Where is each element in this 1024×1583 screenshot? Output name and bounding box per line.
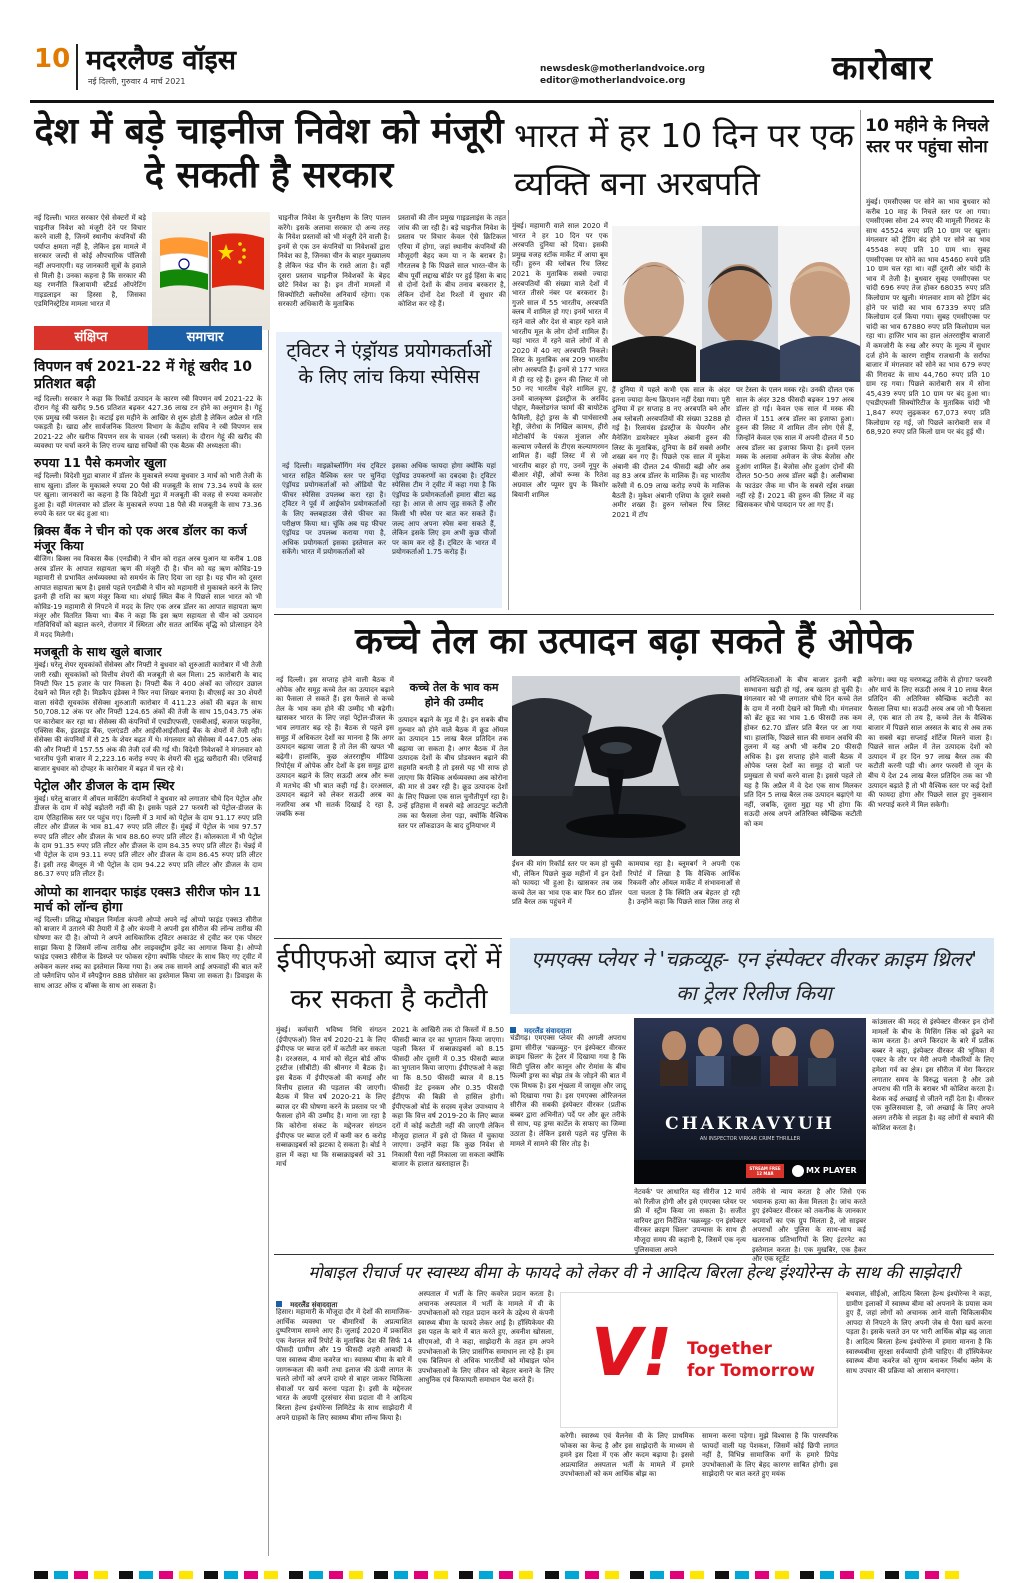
briefs-column <box>34 356 262 1556</box>
brief-text: मुंबई। घरेलू बाजार में ऑयल मार्केटिंग कंपनियों ने बुधवार को लगातार चौथे दिन पेट्रोल और डीजल के दाम में कोई बढ़ोतरी नहीं की है। इसके पहले 27 फरवरी को पेट्रोल-डीजल के दाम ऐतिहासिक स्तर पर पहुंच गए। दिल्ली में 3 मार्च को पेट्रोल के दाम 91.17 रुपए प्रति लीटर और डीजल के भाव 81.47 रुपए प्रति लीटर हैं। मुंबई में पेट्रोल के भाव 97.57 रुपए प्रति लीटर और डीजल के भाव 88.60 रुपए प्रति लीटर हैं। कोलकाता में भी पेट्रोल के दाम 91.35 रुपए प्रति लीटर और डीजल के दाम 84.35 रुपए प्रति लीटर हैं। चेन्नई में भी पेट्रोल के दाम 93.11 रुपए प्रति लीटर और डीजल के दाम 86.45 रुपए प्रति लीटर हैं। इसी तरह बेंगलूरु में भी पेट्रोल के दाम 94.22 रुपए प्रति लीटर और डीजल के दाम 86.37 रुपए प्रति लीटर हैं। <box>34 795 262 879</box>
brief-text: नई दिल्ली। प्रसिद्ध मोबाइल निर्माता कंपनी ओप्पो अपने नई ओप्पो फाइंड एक्स3 सीरीज को बाजार में उतारने की तैयारी में है और कंपनी ने अपनी इस सीरीज की लॉन्च तारीख की घोषणा कर दी है। ओप्पो ने अपने आधिकारिक ट्विटर अकाउंट से ट्वीट कर एक पोस्टर साझा किया है जिसमें लॉन्च तारीख और लाइवस्ट्रीम इवेंट का आगाज किया है। ओप्पो फाइंड एक्स3 सीरीज के डिस्प्ले पर फोकस रहेगा क्योंकि पोस्टर के साथ किए गए ट्वीट में अवेकन कलर शब्द का इस्तेमाल किया गया है। अब तक सामने आई अफवाहों की बात करें तो फ्लैगशिप फोन में स्नैपड्रैगन 888 प्रोसेसर का इस्तेमाल किया जा सकता है। डिवाइस के साथ आउट ऑफ द बॉक्स के साथ आ सकता है। <box>34 915 262 990</box>
poster-brand: MX PLAYER <box>806 1166 857 1175</box>
section-title: कारोबार <box>832 48 933 87</box>
brief-text: मुंबई। घरेलू शेयर सूचकांकों सेंसेक्स और निफ्टी ने बुधवार को शुरुआती कारोबार में भी तेजी जारी रखी। सूचकांकों को वित्तीय शेयरों की मजबूती से बल मिला। 25 कारोबारी के बाद निफ्टी फिर 15 हजार के पार निकला है। निफ्टी बैंक ने 400 अंकों का जोरदार उछाल देखने को मिल रही है। मिडकैप इंडेक्स ने फिर नया शिखर बनाया है। बीएसई का 30 शेयरों वाला संवेदी सूचकांक सेंसेक्स शुरुआती कारोबार में 411.23 अंकों की बढ़त के साथ 50,708.12 अंक पर और निफ्टी 124.65 अंकों की तेजी के साथ 15,043.75 अंक पर कारोबार कर रहा था। सेंसेक्स की कंपनियों में एचडीएफसी, एसबीआई, बजाज फाइनेंस, एक्सिस बैंक, इंडसइंड बैंक, एलएंडटी और आईसीआईसीआई बैंक के शेयरों में तेजी रही। सेंसेक्स की कंपनियों में से 25 के शेयर बढ़त में थे। मंगलवार को सेंसेक्स में 447.05 अंक की और निफ्टी में 157.55 अंक की तेजी दर्ज की गई थी। विदेशी निवेशकों ने मंगलवार को भारतीय पूंजी बाजार में 2,223.16 करोड़ रुपए के शेयरों की शुद्ध खरीदारी की। एशियाई बाजार बुधवार को दोपहर के कारोबार में बढ़त में चल रहे थे। <box>34 661 262 773</box>
byline-marker-icon <box>510 1027 516 1033</box>
billionaires-photo <box>612 226 860 382</box>
epfo-headline: ईपीएफओ ब्याज दरों में कर सकता है कटौती <box>276 944 502 1015</box>
twitter-col1: नई दिल्ली। माइक्रोब्लॉगिंग मंच ट्विटर भारत सहित वैश्विक स्तर पर चुनिंदा एंड्रॉयड प्रयोगकर्ताओं को ऑडियो चैट फीचर स्पेसिस उपलब्ध करा रहा है। ट्विटर ने पूर्व में आईफोन प्रयोगकर्ताओं के लिए क्लबहाउस जैसे फीचर का परीक्षण किया था। चूंकि अब यह फीचर एंड्रॉयड पर उपलब्ध कराया गया है, अधिक प्रयोगकर्ता इसका इस्तेमाल कर सकेंगे। भारत में प्रयोगकर्ताओं को <box>282 462 386 557</box>
twitter-story-box <box>276 332 502 608</box>
brief-text: नई दिल्ली। सरकार ने कहा कि रिकॉर्ड उत्पादन के कारण रबी विपणन वर्ष 2021-22 के दौरान गेहूं की खरीद 9.56 प्रतिशत बढ़कर 427.36 लाख टन होने का अनुमान है। गेहूं एक प्रमुख रबी फसल है। कटाई इस महीने के आखिर से शुरू होती है लेकिन अप्रैल से गति पकड़ती है। खाद्य और सार्वजनिक वितरण विभाग के केंद्रीय सचिव ने रबी विपणन सत्र 2021-22 और खरीफ विपणन सत्र के चावल (रबी फसल) के दौरान गेहूं की खरीद की व्यवस्था पर चर्चा करने के लिए राज्य खाद्य सचिवों की एक बैठक की अध्यक्षता की। <box>34 395 262 451</box>
mx-col4: कांउसलर की मदद से इंस्पेक्टर वीरकर इन दोनों मामलों के बीच के मिसिंग लिंक को ढूंढने का काम करता है। अपने किरदार के बारे में प्रतीक बब्बर ने कहा, इंस्पेक्टर वीरकर की भूमिका में एक्टर के तौर पर मेरी अपनी नौकरियों के लिए हमेशा गर्व का क्षेत्र। इस सीरीज में मेरा किरदार लगातार समय के विरुद्ध चलता है और उसे अपराध की गति के बराबर भी कोशिश करता है। बेशक कई अच्छाई से जीतने नहीं देता है। वीरकर एक कुलिसवाला है, जो अच्छाई के लिए अपने अलग तरीके से लड़ता है। वह लोगों से बचाने की कोशिश करता है। <box>872 1018 994 1132</box>
masthead <box>0 0 1024 110</box>
contact-email-editor[interactable]: editor@motherlandvoice.org <box>540 76 686 86</box>
vi-headline: मोबाइल रीचार्ज पर स्वास्थ्य बीमा के फायदे को लेकर वी ने आदित्य बिरला हेल्थ इंश्योरेन्स के साथ की साझेदारी <box>308 1263 960 1282</box>
briefs-label-b: समाचार <box>148 326 262 350</box>
opec-col5: अनिश्चितताओं के बीच बाजार इतनी बड़ी सम्भावना खड़ी हो गई, अब खतम हो चुकी है। मंगलवार को भी लगातार चौथे दिन कच्चे तेल के दाम में नरमी देखने को मिली थी। मंगलवार को ब्रेंट क्रूड का भाव 1.6 फीसदी तक कम होकर 62.70 डॉलर प्रति बैरल पर आ गया था। हालांकि, पिछले साल की समान अवधि की तुलना में यह अभी भी करीब 20 फीसदी अधिक है। इस सप्ताह होने वाली बैठक में ओपेक प्लस देशों का समूह दो बातों पर प्रमुखता से चर्चा करने वाला है। इससे पहले तो यह है कि अप्रैल में वे देश एक साथ मिलकर प्रति दिन 5 लाख बैरल तक उत्पादन बढ़ाएंगे या नहीं, जबकि, दूसरा मुद्दा यह भी होगा कि सऊदी अरब अपने अतिरिक्त स्वैच्छिक कटौती को कम <box>744 676 862 828</box>
vi-byline <box>276 1292 416 1309</box>
vi-col3: करेगी। स्वास्थ्य एवं वैलनेस वी के लिए प्राथमिक फोकस का केन्द्र है और इस साझेदारी के माध्यम से हमने इस दिशा में एक और कदम बढ़ाया है। इससे अप्रत्याशित अस्पताल भर्ती के मामले में हमारे उपभोक्ताओं को कम आर्थिक बोझ का <box>560 1432 694 1479</box>
vi-col4: सामना करना पड़ेगा। मुझे विश्वास है कि पारस्परिक फायदों वाली यह पेशकश, जिसमें कोई छिपी लागत नहीं है, विभिन्न सामाजिक वर्गों के हमारे प्रिपेड उपभोक्ताओं के लिए बेहद कारगर साबित होगी। इस साझेदारी पर बात करते हुए मयंक <box>702 1432 838 1479</box>
brief-heading: विपणन वर्ष 2021-22 में गेहूं खरीद 10 प्रतिशत बढ़ी <box>34 359 253 392</box>
vi-col5: बथवाल, सीईओ, आदित्य बिरला हेल्थ इंश्योरेन्स ने कहा, ग्रामीण इलाकों में स्वास्थ्य बीमा को अपनाने के प्रयास कम हुए हैं, जहां लोगों को अचानक आने वाली चिकित्सकीय आपदा से निपटने के लिए अपनी जेब से पैसा खर्च करना पड़ता है। इसके चलते उन पर भारी आर्थिक बोझ बढ़ जाता है। आदित्य बिरला हेल्थ इंश्योरेन्स में हमारा मानना है कि स्वास्थ्यबीमा सुरक्षा सर्वव्यापी होनी चाहिए। वी हॉस्पिकेयर स्वास्थ्य बीमा कवरेज को सुगम बनाकर निर्बाध क्लेम के साथ उपचार की प्रक्रिया को आसान बनाएगा। <box>846 1290 992 1375</box>
epfo-col2: 2021 के आखिरी तक दो किस्तों में 8.50 फीसदी ब्याज दर का भुगतान किया जाएगा। पहली किस्त में सब्सक्राइबर्स को 8.15 फीसदी और दूसरी में 0.35 फीसदी ब्याज का भुगतान किया जाएगा। ईपीएफओ ने कहा था कि 8.50 फीसदी ब्याज में 8.15 फीसदी डेट इनकम और 0.35 फीसदी ईटीएफ की बिक्री से हासिल होगी। ईपीएफओ बोर्ड के सदस्य वृजेश उपाध्याय ने कहा कि वित्त वर्ष 2019-20 के लिए ब्याज दरों में कोई कटौती नहीं की जाएगी लेकिन मौजूदा हालात में इसे दो किस्त में चुकाया जाएगा। उन्होंने कहा कि कुछ निवेश से निकासी पैसा नहीं निकाला जा सकता क्योंकि बाजार के हालात खस्ताहाल हैं। <box>392 1026 504 1169</box>
byline-marker-icon <box>276 1301 282 1307</box>
billionaire-col1: मुंबई। महामारी वाले साल 2020 में भारत ने हर 10 दिन पर एक अरबपति दुनिया को दिया। इसकी प्रमुख वजह स्टॉक मार्केट में आया बूम रही। हुरुन की ग्लोबल रिच लिस्ट 2021 के मुताबिक सबसे ज्यादा अरबपतियों की संख्या वाले देशों में भारत तीसरे नंबर पर बरकरार है। गुजरे साल में 55 भारतीय, अरबपति क्लब में शामिल हो गए। इनमें भारत में रहने वाले और देश से बाहर रहने वाले भारतीय मूल के लोग दोनों शामिल हैं। यहां भारत में रहने वाले लोगों में से 2020 में 40 नए अरबपति निकले। लिस्ट के मुताबिक अब 209 भारतीय लोग अरबपति हैं। इनमें से 177 भारत में ही रह रहे हैं। हुरुन की लिस्ट में जो 50 नए भारतीय चेहरे शामिल हुए, उनमें बालकृष्ण इंडस्ट्रीज के अरविंद पोद्दार, मैक्लोडगंज फार्मा की बायोटेक फैमिली, हेट्रो ड्रग्स के बी पार्थसारथी रेड्डी, जेरोधा के निखिल कामथ, हीरो मोटोकॉर्प के पंकज मुंजाल और कल्याण ज्वैलर्स के टीएस कल्याणरमन शामिल हैं। वहीं लिस्ट में से जो भारतीय बाहर हो गए, उनमें नूपुर के बीआर शेट्टी, ओयो रूम्स के रितेश अग्रवाल और प्यूमर ग्रुप के किशोर बियानी शामिल <box>512 222 608 499</box>
brief-heading: पेट्रोल और डीजल के दाम स्थिर <box>34 778 175 793</box>
twitter-col2: इसका अधिक फायदा होगा क्योंकि यहां एंड्रॉयड उपकरणों का दबदबा है। ट्विटर स्पेसिस टीम ने ट्वीट में कहा गया है कि एंड्रॉयड के प्रयोगकर्ताओं हमारा बीटा बढ़ रहा है। आज से आप जुड़ सकते हैं और किसी भी स्पेस पर बात कर सकते हैं। जल्द आप अपना स्पेस बना सकते हैं, लेकिन इसके लिए हम अभी कुछ चीजों पर काम कर रहे हैं। ट्विटर के भारत में प्रयोगकर्ताओं 1.75 करोड़ हैं। <box>392 462 496 557</box>
page-number: 10 <box>34 44 71 74</box>
vi-byline-text: मदरलैंड संवाददाता <box>290 1301 338 1309</box>
mx-col1: चंडीगढ़। एमएक्स प्लेयर की अगली अपराध ड्रामा सीरीज़ 'चक्रव्यूह- एन इंस्पेक्टर वीरकर क्राइम थ्रिलर' के ट्रेलर में दिखाया गया है कि सिटी पुलिस और कानून और रोमांस के बीच फिल्मी ड्रग्स का बोझ तंत्र के जोड़ने की बात में एक मिथक है। इस शृंखला में जासूस और जादू को दिखाया गया है। इस एमएक्स ओरिजनल सीरीज की सबकी इंस्पेक्टर वीरकर (प्रतीक बब्बर द्वारा अभिनीत) पर्दे पर और क्रूर तरीके से साथ, यह ड्रग्स कार्टेल के सफाए का जिम्मा उठाता है। लेकिन इससे पहले वह पुलिस के मामले में सामने की सिर तोड़ है। <box>510 1034 626 1148</box>
vi-tagline-2: for Tomorrow <box>687 1361 815 1381</box>
chinese-investment-col2: चाइनीज निवेश के पुनरीक्षण के लिए पालन करेंगे। इसके अलावा सरकार दो अन्य तरह के निवेश प्रस्तावों को भी मंजूरी देने वाली है। इनमें से एक उन कंपनियों या निवेशकों द्वारा निवेश का है, जिनका चीन के बाहर मुख्यालय है लेकिन फंड चीन के रास्ते आता है। वहीं दूसरा प्रस्ताव चाइनीज निवेशकों के बेहद छोटे निवेश का है। इन तीनों मामलों में सिक्योरिटी क्लीयरेंस अनिवार्य रहेगा। एक सरकारी अधिकारी के मुताबिक <box>278 214 391 309</box>
brief-heading: ओप्पो का शानदार फाइंड एक्स3 सीरीज फोन 11 मार्च को लॉन्च होगा <box>34 883 261 914</box>
briefs-label-a: संक्षिप्त <box>34 326 148 350</box>
crude-oil-photo <box>512 676 740 856</box>
billionaire-col3: पर टेस्ला के एलन मस्क रहे। उनकी दौलत एक साल के अंदर 328 फीसदी बढ़कर 197 अरब डॉलर हो गई। केवल एक साल में मस्क की दौलत में 151 अरब डॉलर का इजाफा हुआ। हुरुन की लिस्ट में शामिल तीन लोग ऐसे हैं, जिन्होंने केवल एक साल में अपनी दौलत में 50 अरब डॉलर का इजाफा किया है। इनमें एलन मस्क के अलावा अमेजन के जेफ बेजोस और हुआंग शामिल हैं। बेजोस और हुआंग दोनों की दौलत 50-50 अरब डॉलर बढ़ी है। अलीबाबा के फाउंडर जैक मा चीन के सबसे रईस शख्स नहीं रहे हैं। 2021 की हुरुन की लिस्ट में वह खिसककर चौथे पायदान पर आ गए हैं। <box>736 386 854 510</box>
brief-item <box>34 455 262 519</box>
print-registration-bar <box>34 1564 994 1574</box>
chakravyuh-poster <box>634 1018 866 1184</box>
mx-col2: नेटवर्क' पर आधारित यह सीरीज 12 मार्च को रिलीज होगी और इसे एमएक्स प्लेयर पर फ्री में स्ट्रीम किया जा सकता है। सजीत वारियर द्वारा निर्देशित 'चक्रव्यूह- एन इंस्पेक्टर वीरकर क्राइम थ्रिलर' उपन्यास के साथ ही मौजूदा समय की कहानी है, जिसमें एक नृत्य पुलिसवाला अपने <box>634 1188 746 1254</box>
contact-email-newsdesk[interactable]: newsdesk@motherlandvoice.org <box>540 64 705 74</box>
mx-headline: एमएक्स प्लेयर ने 'चक्रव्यूह- एन इंस्पेक्टर वीरकर क्राइम थ्रिलर' का ट्रेलर रिलीज किया <box>531 947 977 1005</box>
vi-logo-panel <box>560 1292 838 1428</box>
poster-stream-date: STREAM FREE 12 MAR <box>749 1166 781 1176</box>
poster-title: CHAKRAVYUH <box>665 1114 835 1134</box>
vi-logo: V! <box>591 1314 673 1391</box>
chinese-investment-col1: नई दिल्ली। भारत सरकार ऐसे सेक्टरों में बड़े चाइनीज निवेश को मंजूरी देने पर विचार करने वाली है, जिनमें स्थानीय कंपनियों की पर्याप्त क्षमता नहीं है, लेकिन इस मामले में सरकार जल्दी से कोई औपचारिक पॉलिसी नहीं अपनाएगी। यह जानकारी सूत्रों के हवाले से मिली है। उनका कहना है कि सरकार की यह रणनीति त्रिआयामी स्टैंडर्ड ऑपरेटिंग गाइडलाइन का हिस्सा है, जिसका एडमिनिस्ट्रेटिव मामला भारत में <box>34 214 146 309</box>
vi-col2: अस्पताल में भर्ती के लिए कवरेज प्रदान करता है। अचानक अस्पताल में भर्ती के मामले में वी के उपभोक्ताओं को राहत प्रदान करने के उद्देश्य से कंपनी स्वास्थ्य बीमा के फायदे लेकर आई है। हॉस्पिकेयर की इस पहल के बारे में बात करते हुए, अवनीश खोसला, सीएमओ, वी ने कहा, साझेदारी के तहत हम अपने उपभोक्ताओं के लिए प्रासंगिक समाधान ला रहे हैं। हम एक बिलियन से अधिक भारतीयों को मोबाइल फोन उपभोक्ताओं के लिए जीवन को बेहतर बनाने के लिए आधुनिक एवं किफायती समाधान पेश करते हैं। <box>418 1290 554 1385</box>
epfo-col1: मुंबई। कर्मचारी भविष्य निधि संगठन (ईपीएफओ) वित्त वर्ष 2020-21 के लिए ईपीएफ पर ब्याज दरों में कटौती कर सकता है। दरअसल, 4 मार्च को सेंट्रल बोर्ड ऑफ ट्रस्टीज (सीबीटी) की श्रीनगर में बैठक है। इस बैठक में ईपीएफओ की कमाई और वित्तीय हालात की पड़ताल की जाएगी। बैठक में वित्त वर्ष 2020-21 के लिए ब्याज दर की घोषणा करने के प्रस्ताव पर भी फैसला होने की उम्मीद है। माना जा रहा है कि कोरोना संकट के मद्देनजर संगठन ईपीएफ पर ब्याज दरों में कमी कर 6 करोड़ सब्सक्राइबर्स को झटका दे सकता है। बोर्ड ने हाल में कहा था कि सब्सक्राइबर्स को 31 मार्च <box>276 1026 386 1169</box>
briefs-label <box>34 326 262 350</box>
brief-item <box>34 523 262 640</box>
mx-byline-text: मदरलैंड संवाददाता <box>524 1027 572 1035</box>
brief-item <box>34 778 262 880</box>
opec-headline: कच्चे तेल का उत्पादन बढ़ा सकते हैं ओपेक <box>355 621 913 662</box>
brief-item <box>34 884 262 991</box>
opec-col6: करेगा। क्या यह चरणबद्ध तरीके से होगा? फरवरी और मार्च के लिए सऊदी अरब ने 10 लाख बैरल प्रतिदिन की अतिरिक्त स्वैच्छिक कटौती का फैसला लिया था। सऊदी अरब अब जो भी फैसला ले, एक बात तो तय है, कच्चे तेल के वैश्विक बाजार में पिछले साल अस्सत के बाद से अब तक का सबसे बड़ा सप्लाई शॉर्टेज मिलने वाला है। पिछले साल अप्रैल में तेल उत्पादक देशों को उत्पादन में हर दिन 97 लाख बैरल तक की कटौती करनी पड़ी थी। अगर फरवरी से जून के बीच ये देश 24 लाख बैरल प्रतिदिन तक का भी उत्पादन बढ़ाते हैं तो भी वैश्विक स्तर पर कई देशों की फायदा होगा और पिछले साल हुए नुकसान की भरपाई करने में मिल सकेगी। <box>868 676 992 809</box>
opec-col4: कामयाब रहा है। ब्लूमबर्ग ने अपनी एक रिपोर्ट में लिखा है कि वैश्विक आर्थिक रिकवरी और ऑयल मार्केट में संभावनाओं से पता चलता है कि स्थिति अब बेहतर हो रही है। उन्होंने कहा कि पिछले साल जिस तरह से <box>628 860 740 907</box>
brief-heading: ब्रिक्स बैंक ने चीन को एक अरब डॉलर का कर्ज मंजूर किया <box>34 523 247 554</box>
brief-item <box>34 644 262 774</box>
brief-heading: मजबूती के साथ खुले बाजार <box>34 644 162 660</box>
vi-tagline-1: Together <box>687 1339 772 1359</box>
chinese-investment-col3: प्रस्तावों की तीन प्रमुख गाइडलाइंस के तहत जांच की जा रही है। बड़े चाइनीज निवेश के प्रस्ताव पर विचार केवल ऐसे क्रिटिकल एरिया में होगा, जहां स्थानीय कंपनियों की मौजूदगी बेहद कम या न के बराबर है। गौरतलब है कि पिछले साल भारत-चीन के बीच पूर्वी लद्दाख बॉर्डर पर हुई हिंसा के बाद से दोनों देशों के बीच तनाव बरकरार है, लेकिन दोनों देश रिश्तों में सुधार की कोशिश कर रहे हैं। <box>398 214 506 309</box>
paper-name: मदरलैण्ड वॉइस <box>86 45 237 76</box>
billionaire-col2: हैं दुनिया में पहले कभी एक साल के अंदर इतना ज्यादा वेल्थ क्रिएशन नहीं देखा गया। पूरी दुनिया में हर सप्ताह 8 नए अरबपति बने और अब ग्लोबली अरबपतियों की संख्या 3288 हो गई है। रिलायंस इंडस्ट्रीज के चेयरमैन और मैनेजिंग डायरेक्टर मुकेश अंबानी हुरुन की लिस्ट के मुताबिक, दुनिया के 8वें सबसे अमीर शख्स बन गए हैं। पिछले एक साल में मुकेश अंबानी की दौलत 24 फीसदी बढ़ी और अब वह 83 अरब डॉलर के मालिक हैं। वह भारतीय करेंसी में 6.09 लाख करोड़ रुपये के मालिक बैठती है। मुकेश अंबानी एशिया के दूसरे सबसे अमीर शख्स हैं। हुरुन ग्लोबल रिच लिस्ट 2021 में टॉप <box>612 386 730 519</box>
opec-col1: नई दिल्ली। इस सप्ताह होने वाली बैठक में ओपेक और समूह कच्चे तेल का उत्पादन बढ़ाने का फैसला ले सकते हैं। इस फैसले से कच्चे तेल के भाव कम होने की उम्मीद भी बढ़ेगी। खासकर भारत के लिए जहां पेट्रोल-डीजल के भाव लगातार बढ़ रहे हैं। बैठक से पहले इस समूह में अधिकतर देशों का मानना है कि अगर उत्पादन बढ़ाया जाता है तो तेल की खपत भी बढ़ेगी। हालांकि, कुछ अंतरराष्ट्रीय मीडिया रिपोर्ट्स में ओपेक और देशों के इस समूह द्वारा उत्पादन बढ़ाने के लिए सऊदी अरब और रूस में मतभेद की भी बात कही गई है। दरअसल, उत्पादन बढ़ाने को लेकर सऊदी अरब का नजरिया अब भी सतर्क दिखाई दे रहा है, जबकि रूस <box>276 676 394 819</box>
brief-text: बीजिंग। ब्रिक्स नव विकास बैंक (एनडीबी) ने चीन को राहत अरब युआन या करीब 1.08 अरब डॉलर के आपात सहायता ऋण की मंजूरी दी है। चीन को यह ऋण कोविड-19 महामारी से प्रभावित अर्थव्यवस्था को समर्थन के लिए दिया जा रहा है। यह चीन को दूसरा आपात सहायता ऋण है। इससे पहले एनडीबी ने चीन को महामारी से मुकाबले करने के लिए इतनी ही राशि का ऋण मंजूर किया था। शंघाई स्थित बैंक ने पिछले साल भारत को भी कोविड-19 महामारी से निपटने में मदद के लिए एक अरब डॉलर का आपात सहायता ऋण मंजूर और वितरित किया था। बैंक ने कहा कि इस ऋण सहायता से चीन को उत्पादन गतिविधियों को बहाल करने, रोजगार में स्थिरता और सतत आर्थिक वृद्धि को प्रोत्साहन देने में मदद मिलेगी। <box>34 555 262 639</box>
brief-text: नई दिल्ली। विदेशी मुद्रा बाजार में डॉलर के मुकाबले रुपया बुधवार 3 मार्च को भारी तेजी के साथ खुला। डॉलर के मुकाबले रुपया 20 पैसे की मजबूती के साथ 73.34 रुपये के स्तर पर खुला। जानकारों का कहना है कि विदेशी मुद्रा में मजबूती की वजह से रुपया कमजोर हुआ है। वहीं मंगलवार को डॉलर के मुकाबले रुपया 18 पैसे की मजबूती के साथ 73.36 रुपये के स्तर पर बंद हुआ था। <box>34 472 262 519</box>
mx-col3: तरीके से न्याय करता है और जिसे एक भयानक हत्या का केस मिलता है। जांच करते हुए इंस्पेक्टर वीरकर को तकनीक के जानकार बदमाशों का एक ग्रुप मिलता है, जो साइबर अपराधों और पुलिस के साथ-साथ कई खतरनाक प्रतिभागियों के लिए इंटरनेट का इस्तेमाल करता है। एक मुखबिर, एक हैकर और एक स्टूडेंट <box>752 1188 866 1264</box>
brief-heading: रुपया 11 पैसे कमजोर खुला <box>34 455 167 471</box>
dateline: नई दिल्ली, गुरुवार 4 मार्च 2021 <box>88 77 186 86</box>
billionaire-headline: भारत में हर 10 दिन पर एक व्यक्ति बना अरबपति <box>514 116 854 203</box>
mx-story-box <box>510 938 994 1264</box>
opec-col2: उत्पादन बढ़ाने के मूड में है। इन सबके बीच गुरुवार को होने वाले बैठक में क्रूड ऑयल का उत्पादन 15 लाख बैरल प्रतिदिन तक बढ़ाया जा सकता है। अगर बैठक में तेल उत्पादक देशों के बीच प्रोडक्शन बढ़ाने की सहमति बनती है तो इससे यह भी साफ हो जाएगा कि वैश्विक अर्थव्यवस्था अब कोरोना की मार से उबर रही है। क्रूड उत्पादक देशों के लिए पिछला एक साल चुनौतीपूर्ण रहा है। उन्हें इतिहास में सबसे बड़े आउटपुट कटौती तक का फैसला लेना पड़ा, क्योंकि वैश्विक स्तर पर लॉकडाउन के बाद दुनियाभर में <box>398 716 508 830</box>
mx-byline <box>510 1018 630 1035</box>
gold-headline: 10 महीने के निचले स्तर पर पहुंचा सोना <box>865 116 989 157</box>
opec-subheading: कच्चे तेल के भाव कम होने की उम्मीद <box>409 681 499 709</box>
vi-col1: हिसार। महामारी के मौजूदा दौर में देशों की सामाजिक-आर्थिक व्यवस्था पर बीमारियों के अप्रत्याशित दुष्परिणाम सामने आए हैं। जुलाई 2020 में प्रकाशित एक नेशनल सर्वे रिपोर्ट के मुताबिक देश की सिर्फ 14 फीसदी ग्रामीण और 19 फीसदी शहरी आबादी के पास स्वास्थ्य बीमा कवरेज था। स्वास्थ्य बीमा के बारे में जागरूकता की कमी तथा इलाज की ऊंची लागत के चलते लोगों को अपने दायरे से बाहर जाकर चिकित्सा सेवाओं पर खर्च करना पड़ता है। इसी के मद्देनजर भारत के अग्रणी दूरसंचार सेवा प्रदाता वी ने आदित्य बिरला हेल्थ इंश्योरेन्स लिमिटेड के साथ साझेदारी में अपने ग्राहकों के लिए स्वास्थ्य बीमा लॉन्च किया है। <box>276 1308 412 1422</box>
opec-col3: ईंधन की मांग रिकॉर्ड स्तर पर कम हो चुकी थी, लेकिन पिछले कुछ महीनों में इन देशों को फायदा भी हुआ है। खासकर तब जब कच्चे तेल का भाव एक बार फिर 60 डॉलर प्रति बैरल तक पहुंचने में <box>512 860 622 907</box>
chinese-investment-headline: देश में बड़े चाइनीज निवेश को मंजूरी दे सकती है सरकार <box>34 111 504 196</box>
brief-item <box>34 359 262 451</box>
twitter-headline: ट्विटर ने एंड्रॉयड प्रयोगकर्ताओं के लिए लांच किया स्पेसिस <box>286 340 492 388</box>
poster-subtitle: AN INSPECTOR VIRKAR CRIME THRILLER <box>699 1136 801 1142</box>
india-china-flags-photo <box>152 212 270 330</box>
gold-body: मुंबई। एमसीएक्स पर सोने का भाव बुधवार को करीब 10 माह के निचले स्तर पर आ गया। एमसीएक्स सोना 24 रुपए की मामूली गिरावट के साथ 45524 रुपए प्रति 10 ग्राम पर खुला। मंगलवार को ट्रेडिंग बंद होने पर सोने का भाव 45548 रुपए प्रति 10 ग्राम था। सुबह एमसीएक्स पर सोने का भाव 45460 रुपये प्रति 10 ग्राम चल रहा था। वहीं दूसरी ओर चांदी के भाव में तेजी है। बुधवार सुबह एमसीएक्स पर चांदी 696 रुपए तेज होकर 68035 रुपए प्रति किलोग्राम पर खुली। मंगलवार शाम को ट्रेडिंग बंद होने पर चांदी का भाव 67339 रुपए प्रति किलोग्राम दर्ज किया गया। सुबह एमसीएक्स पर चांदी का भाव 67880 रुपए प्रति किलोग्राम चल रहा था। हाजिर भाव का हाल अंतरराष्ट्रीय बाजारों में कमजोरी के रुख और रुपए के मूल्य में सुधार दर्ज होने के कारण राष्ट्रीय राजधानी के सर्राफा बाजार में मंगलवार को सोने का भाव 679 रुपए की गिरावट के साथ 44,760 रुपए प्रति 10 ग्राम रह गया। पिछले कारोबारी सत्र में सोना 45,439 रुपए प्रति 10 ग्राम पर बंद हुआ था। एचडीएफसी सिक्योरिटीज के मुताबिक चांदी भी 1,847 रुपए लुढ़ककर 67,073 रुपए प्रति किलोग्राम रह गई, जो पिछले कारोबारी सत्र में 68,920 रुपए प्रति किलो ग्राम पर बंद हुई थी। <box>866 198 990 437</box>
